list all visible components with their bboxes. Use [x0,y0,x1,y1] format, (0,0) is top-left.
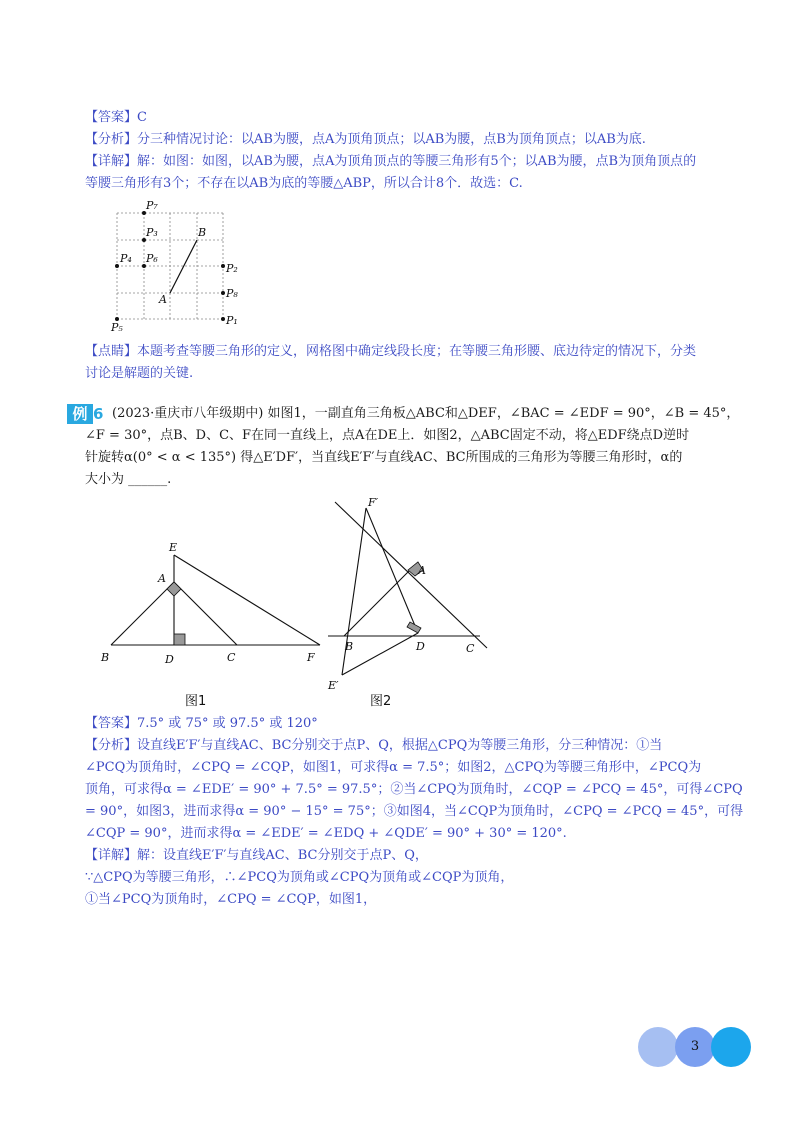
label-b-grid: B [198,226,207,239]
example-number: 6 [93,405,104,423]
question-line-1: (2023·重庆市八年级期中) 如图1，一副直角三角板△ABC和△DEF，∠BAC = ∠EDF = 90°，∠B = 45°， [112,406,740,421]
detail-line-2b: ∵△CPQ为等腰三角形，∴∠PCQ为顶角或∠CPQ为顶角或∠CQP为顶角， [85,870,514,885]
fig2-label-e-prime: E′ [328,679,339,692]
detail-line-1a: 【详解】解：如图：如图，以AB为腰，点A为顶角顶点的等腰三角形有5个；以AB为腰，点B为顶角顶点的 [85,154,697,169]
label-p8: P₈ [226,287,238,300]
example-badge: 例 [67,404,93,424]
answer-line-2: 【答案】7.5° 或 75° 或 97.5° 或 120° [85,716,318,731]
answer-line-1: 【答案】C [85,110,147,125]
fig2-label-b: B [345,640,354,653]
fig1-label-d: D [165,653,174,666]
question-line-3: 针旋转α(0° < α < 135°) 得△E′DF′，当直线E′F′与直线AC、BC所围成的三角形为等腰三角形时，α的 [85,450,683,465]
fig2-label-d: D [416,640,425,653]
comment-line-1a: 【点睛】本题考查等腰三角形的定义，网格图中确定线段长度；在等腰三角形腰、底边待定的情况下，分类 [85,344,697,359]
figure-1 [95,535,335,715]
fig1-caption: 图1 [185,694,207,709]
detail-line-2a: 【详解】解：设直线E′F′与直线AC、BC分别交于点P、Q， [85,848,428,863]
fig1-label-f: F [307,651,315,664]
question-line-2: ∠F = 30°，点B、D、C、F在同一直线上，点A在DE上．如图2，△ABC固定不动，将△EDF绕点D逆时 [85,428,690,443]
label-p5: P₅ [111,321,123,334]
label-p7: P₇ [146,199,158,212]
fig1-label-c: C [227,651,236,664]
analysis-line-1: 【分析】分三种情况讨论：以AB为腰，点A为顶角顶点；以AB为腰，点B为顶角顶点；以AB为底. [85,132,646,147]
analysis-line-2b: ∠PCQ为顶角时，∠CPQ = ∠CQP，如图1，可求得α = 7.5°；如图2，△CPQ为等腰三角形中，∠PCQ为 [85,760,702,775]
page-circle-3 [711,1027,751,1067]
grid-figure [108,196,248,336]
label-p6: P₆ [146,252,158,265]
fig2-caption: 图2 [370,694,392,709]
fig2-label-c: C [466,642,475,655]
detail-line-2c: ①当∠PCQ为顶角时，∠CPQ = ∠CQP，如图1， [85,892,377,907]
fig1-label-b: B [101,651,110,664]
page-number-badge [638,1027,750,1067]
label-p1: P₁ [226,314,238,327]
question-line-4: 大小为 ______. [85,472,172,487]
label-p4: P₄ [120,252,132,265]
analysis-line-2c: 顶角，可求得α = ∠EDE′ = 90° + 7.5° = 97.5°；②当∠CPQ为顶角时，∠CQP = ∠PCQ = 45°，可得∠CPQ [85,782,743,797]
label-p2: P₂ [226,262,238,275]
page-number: 3 [690,1039,700,1054]
figure-2 [320,490,510,715]
detail-line-1b: 等腰三角形有3个；不存在以AB为底的等腰△ABP，所以合计8个．故选：C. [85,176,523,191]
fig1-label-a: A [158,572,166,585]
label-p3: P₃ [146,226,158,239]
analysis-line-2d: = 90°，如图3，进而求得α = 90° − 15° = 75°；③如图4，当∠CQP为顶角时，∠CPQ = ∠PCQ = 45°，可得 [85,804,744,819]
label-a-grid: A [159,293,167,306]
fig2-label-f-prime: F′ [368,496,379,509]
analysis-line-2e: ∠CQP = 90°，进而求得α = ∠EDE′ = ∠EDQ + ∠QDE′ = 90° + 30° = 120°. [85,826,567,841]
analysis-line-2a: 【分析】设直线E′F′与直线AC、BC分别交于点P、Q，根据△CPQ为等腰三角形，分三种情况：①当 [85,738,663,753]
fig1-label-e: E [169,541,178,554]
fig2-label-a: A [418,564,426,577]
page-circle-1 [638,1027,678,1067]
comment-line-1b: 讨论是解题的关键. [85,366,194,381]
